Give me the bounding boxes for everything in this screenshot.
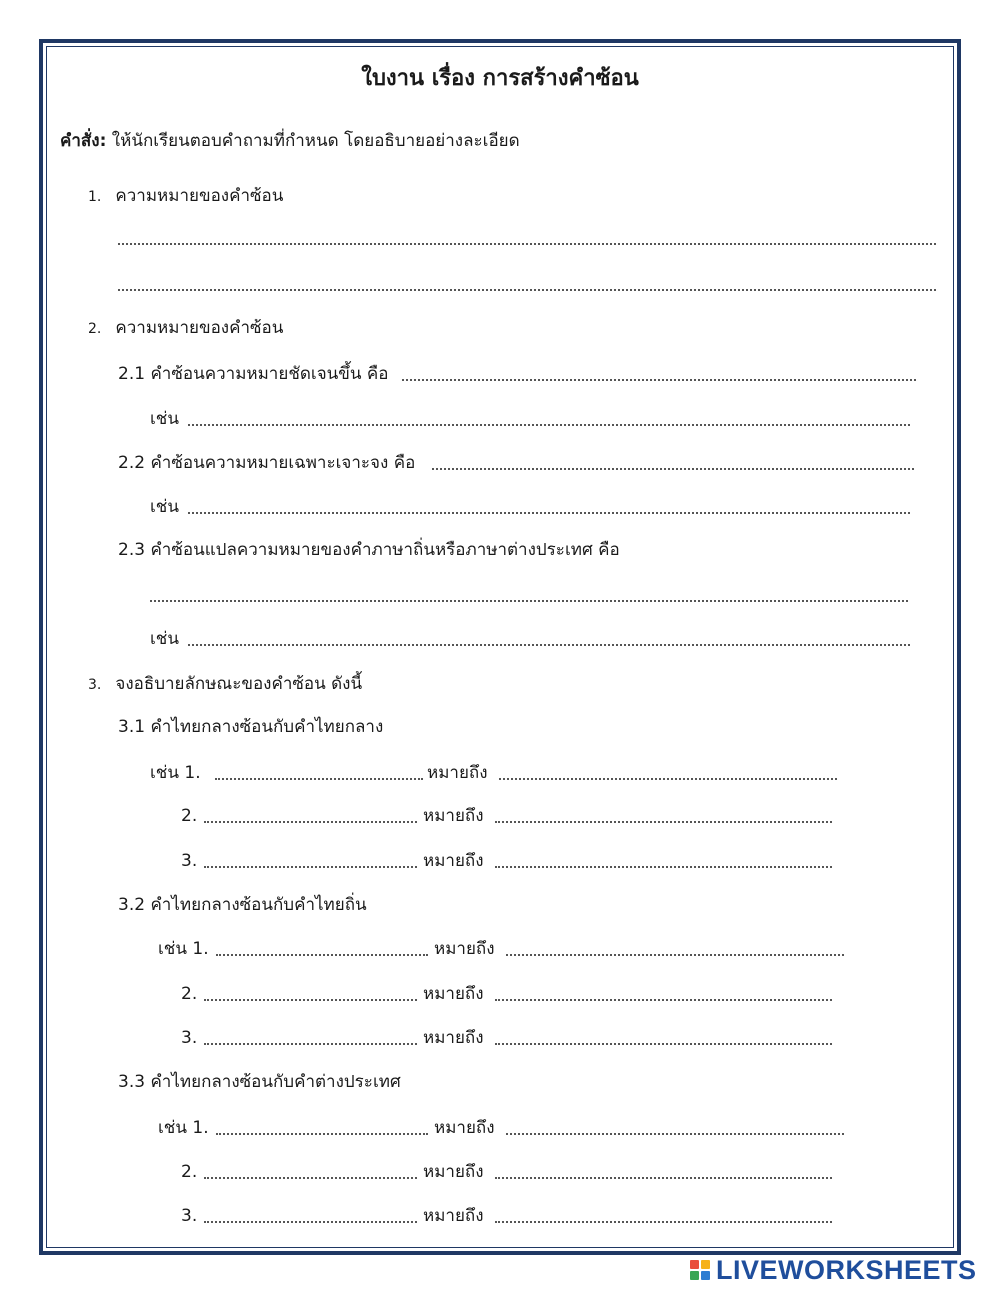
answer-line-q2-3-example[interactable] bbox=[188, 644, 910, 646]
q3-1-ex3-meaning[interactable] bbox=[495, 866, 832, 868]
liveworksheets-brand[interactable] bbox=[690, 1254, 977, 1286]
q1-heading bbox=[88, 185, 283, 208]
answer-line-q2-2[interactable] bbox=[432, 468, 914, 470]
q3-3-ex1-label: เช่น 1. bbox=[158, 1118, 209, 1138]
q2-3-label: 2.3 คำซ้อนแปลความหมายของคำภาษาถิ่นหรือภาษาต่างประเทศ คือ bbox=[118, 540, 620, 560]
q3-2-ex2-word[interactable] bbox=[204, 999, 417, 1001]
instruction-label: คำสั่ง: bbox=[60, 131, 107, 151]
q3-1-ex3-word[interactable] bbox=[204, 866, 417, 868]
answer-line-q2-1-example[interactable] bbox=[188, 424, 910, 426]
q3-3-ex3-word[interactable] bbox=[204, 1221, 417, 1223]
q1-number: 1. bbox=[88, 189, 102, 205]
logo-square-4 bbox=[701, 1271, 710, 1280]
answer-line-q2-2-example[interactable] bbox=[188, 512, 910, 514]
logo-square-2 bbox=[701, 1260, 710, 1269]
instruction bbox=[60, 130, 520, 152]
q2-1-label: 2.1 คำซ้อนความหมายชัดเจนขึ้น คือ bbox=[118, 364, 389, 384]
liveworksheets-wordmark: LIVEWORKSHEETS bbox=[716, 1254, 977, 1285]
q3-number: 3. bbox=[88, 677, 102, 693]
q3-3-label: 3.3 คำไทยกลางซ้อนกับคำต่างประเทศ bbox=[118, 1072, 401, 1092]
worksheet-title: ใบงาน เรื่อง การสร้างคำซ้อน bbox=[361, 66, 639, 91]
q2-2-example-label: เช่น bbox=[150, 497, 179, 517]
liveworksheets-logo-icon bbox=[690, 1260, 710, 1280]
q3-2-ex2-meaning[interactable] bbox=[495, 999, 832, 1001]
q3-heading bbox=[88, 673, 362, 696]
q3-1-ex2-label: 2. bbox=[181, 806, 198, 826]
q3-2-ex1-meaning[interactable] bbox=[506, 954, 844, 956]
q3-2-ex2-label: 2. bbox=[181, 984, 198, 1004]
q3-3-ex1-meaning[interactable] bbox=[506, 1133, 844, 1135]
q3-3-ex3-label: 3. bbox=[181, 1206, 198, 1226]
q3-3-ex1-means: หมายถึง bbox=[434, 1118, 495, 1138]
q3-2-ex1-word[interactable] bbox=[216, 954, 428, 956]
answer-line-q1-a[interactable] bbox=[118, 243, 936, 245]
instruction-text: ให้นักเรียนตอบคำถามที่กำหนด โดยอธิบายอย่างละเอียด bbox=[106, 131, 520, 151]
q3-3-ex2-word[interactable] bbox=[204, 1177, 417, 1179]
q3-2-ex2-means: หมายถึง bbox=[423, 984, 484, 1004]
q3-1-ex1-means: หมายถึง bbox=[427, 763, 488, 783]
q3-1-ex1-word[interactable] bbox=[215, 778, 423, 780]
q3-1-ex2-means: หมายถึง bbox=[423, 806, 484, 826]
q3-1-ex3-means: หมายถึง bbox=[423, 851, 484, 871]
q2-1-example-label: เช่น bbox=[150, 409, 179, 429]
q2-2-label: 2.2 คำซ้อนความหมายเฉพาะเจาะจง คือ bbox=[118, 453, 416, 473]
answer-line-q2-1[interactable] bbox=[402, 379, 916, 381]
q3-1-ex2-word[interactable] bbox=[204, 821, 417, 823]
answer-line-q2-3[interactable] bbox=[150, 600, 908, 602]
answer-line-q1-b[interactable] bbox=[118, 289, 936, 291]
q3-1-ex3-label: 3. bbox=[181, 851, 198, 871]
q3-1-label: 3.1 คำไทยกลางซ้อนกับคำไทยกลาง bbox=[118, 717, 384, 737]
q3-3-ex3-meaning[interactable] bbox=[495, 1221, 832, 1223]
q3-2-ex1-means: หมายถึง bbox=[434, 939, 495, 959]
q3-2-ex1-label: เช่น 1. bbox=[158, 939, 209, 959]
q3-1-ex1-meaning[interactable] bbox=[499, 778, 837, 780]
q1-text: ความหมายของคำซ้อน bbox=[115, 186, 284, 206]
page-border-inner bbox=[46, 46, 954, 1248]
q3-3-ex2-label: 2. bbox=[181, 1162, 198, 1182]
q2-3-example-label: เช่น bbox=[150, 629, 179, 649]
q3-2-ex3-meaning[interactable] bbox=[495, 1043, 832, 1045]
q3-3-ex2-meaning[interactable] bbox=[495, 1177, 832, 1179]
q3-3-ex2-means: หมายถึง bbox=[423, 1162, 484, 1182]
q3-1-ex2-meaning[interactable] bbox=[495, 821, 832, 823]
q2-number: 2. bbox=[88, 321, 102, 337]
q2-heading bbox=[88, 317, 283, 340]
q3-3-ex1-word[interactable] bbox=[216, 1133, 428, 1135]
q3-2-label: 3.2 คำไทยกลางซ้อนกับคำไทยถิ่น bbox=[118, 895, 367, 915]
logo-square-3 bbox=[690, 1271, 699, 1280]
q3-2-ex3-label: 3. bbox=[181, 1028, 198, 1048]
q3-text: จงอธิบายลักษณะของคำซ้อน ดังนี้ bbox=[115, 674, 363, 694]
q3-3-ex3-means: หมายถึง bbox=[423, 1206, 484, 1226]
q3-2-ex3-word[interactable] bbox=[204, 1043, 417, 1045]
logo-square-1 bbox=[690, 1260, 699, 1269]
q3-2-ex3-means: หมายถึง bbox=[423, 1028, 484, 1048]
q3-1-ex1-label: เช่น 1. bbox=[150, 763, 201, 783]
q2-text: ความหมายของคำซ้อน bbox=[115, 318, 284, 338]
